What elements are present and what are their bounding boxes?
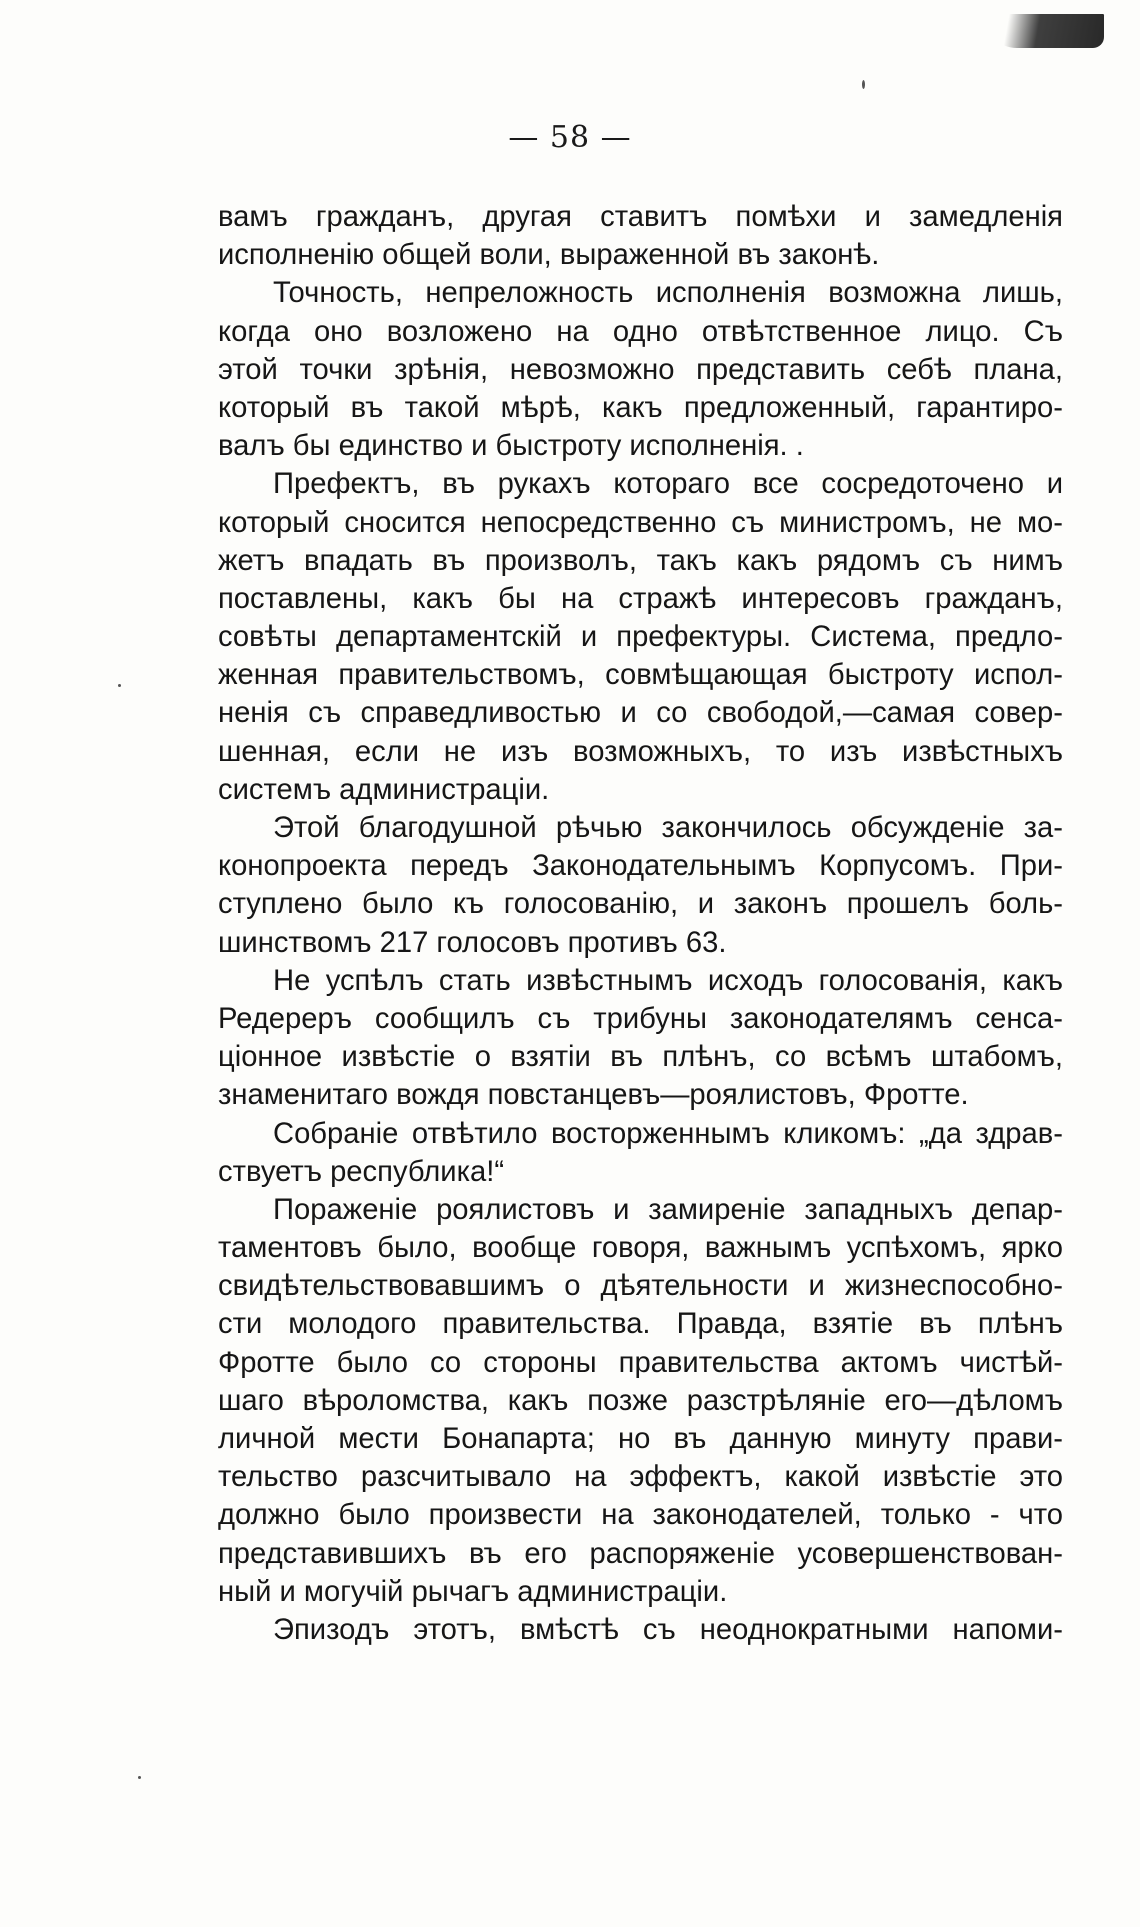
text-line: который въ такой мѣрѣ, какъ предложенный, гарантиро-	[218, 391, 1063, 424]
body-text	[218, 198, 1063, 1649]
text-line: ціонное извѣстіе о взятіи въ плѣнъ, со всѣмъ штабомъ,	[218, 1041, 1063, 1074]
text-line: Редереръ сообщилъ съ трибуны законодателямъ сенса-	[218, 1002, 1063, 1035]
paragraph	[218, 1611, 1063, 1649]
text-line: сти молодого правительства. Правда, взятіе въ плѣнъ	[218, 1308, 1063, 1341]
text-line: ступлено было къ голосованію, и законъ прошелъ боль-	[218, 888, 1063, 921]
text-line: системъ администраціи.	[218, 773, 550, 806]
text-line: конопроекта передъ Законодательнымъ Корпусомъ. При-	[218, 850, 1063, 883]
text-line: этой точки зрѣнія, невозможно представить себѣ плана,	[218, 353, 1063, 386]
text-line: Точность, непреложность исполненія возможна лишь,	[273, 277, 1063, 310]
scan-speck	[138, 1776, 141, 1779]
text-line: тельство разсчитывало на эффектъ, какой извѣстіе это	[218, 1461, 1063, 1494]
text-line: шаго вѣроломства, какъ позже разстрѣляніе его—дѣломъ	[218, 1384, 1063, 1417]
text-line: ненія съ справедливостью и со свободой,—самая совер-	[218, 697, 1063, 730]
paragraph	[218, 962, 1063, 1115]
text-line: Пораженіе роялистовъ и замиреніе западныхъ депар-	[273, 1193, 1063, 1226]
text-line: свидѣтельствовавшимъ о дѣятельности и жизнеспособно-	[218, 1270, 1063, 1303]
text-line: Собраніе отвѣтило восторженнымъ кликомъ: „да здрав-	[273, 1117, 1063, 1150]
text-line: Фротте было со стороны правительства актомъ чистѣй-	[218, 1346, 1063, 1379]
scan-speck	[862, 80, 865, 89]
text-line: Префектъ, въ рукахъ котораго все сосредоточено и	[273, 468, 1063, 501]
page-number: — 58 —	[508, 120, 632, 155]
text-line: шенная, если не изъ возможныхъ, то изъ извѣстныхъ	[218, 735, 1063, 768]
text-line: вамъ гражданъ, другая ставитъ помѣхи и замедленія	[218, 201, 1063, 233]
text-line: совѣты департаментскій и префектуры. Система, предло-	[218, 621, 1063, 654]
text-line: валъ бы единство и быстроту исполненія. .	[218, 430, 804, 463]
text-line: шинствомъ 217 голосовъ противъ 63.	[218, 926, 727, 959]
text-line: исполненію общей воли, выраженной въ законѣ.	[218, 239, 880, 272]
text-line: должно было произвести на законодателей, только - что	[218, 1499, 1063, 1532]
text-line: Этой благодушной рѣчью закончилось обсужденіе за-	[273, 812, 1063, 844]
text-line: жетъ впадать въ произволъ, такъ какъ рядомъ съ нимъ	[218, 544, 1063, 577]
paragraph	[218, 809, 1063, 962]
text-line: Эпизодъ этотъ, вмѣстѣ съ неоднократными напоми-	[273, 1613, 1063, 1646]
text-line: ный и могучій рычагъ администраціи.	[218, 1575, 728, 1608]
paragraph	[218, 1191, 1063, 1611]
text-line: знаменитаго вождя повстанцевъ—роялистовъ, Фротте.	[218, 1079, 969, 1112]
text-line: поставлены, какъ бы на стражѣ интересовъ гражданъ,	[218, 582, 1063, 615]
scan-corner-mark	[984, 14, 1104, 48]
paragraph	[218, 1115, 1063, 1191]
paragraph	[218, 274, 1063, 465]
text-line: Не успѣлъ стать извѣстнымъ исходъ голосованія, какъ	[273, 964, 1063, 997]
text-line: женная правительствомъ, совмѣщающая быстроту испол-	[218, 659, 1063, 692]
text-line: который сносится непосредственно съ министромъ, не мо-	[218, 506, 1063, 539]
paragraph	[218, 198, 1063, 274]
text-line: ствуетъ республика!“	[218, 1155, 505, 1188]
text-line: когда оно возложено на одно отвѣтственное лицо. Съ	[218, 315, 1063, 348]
paragraph	[218, 465, 1063, 809]
text-line: представившихъ въ его распоряженіе усовершенствован-	[218, 1537, 1063, 1570]
scan-speck	[118, 684, 121, 687]
text-line: таментовъ было, вообще говоря, важнымъ успѣхомъ, ярко	[218, 1232, 1063, 1265]
text-line: личной мести Бонапарта; но въ данную минуту прави-	[218, 1423, 1063, 1455]
